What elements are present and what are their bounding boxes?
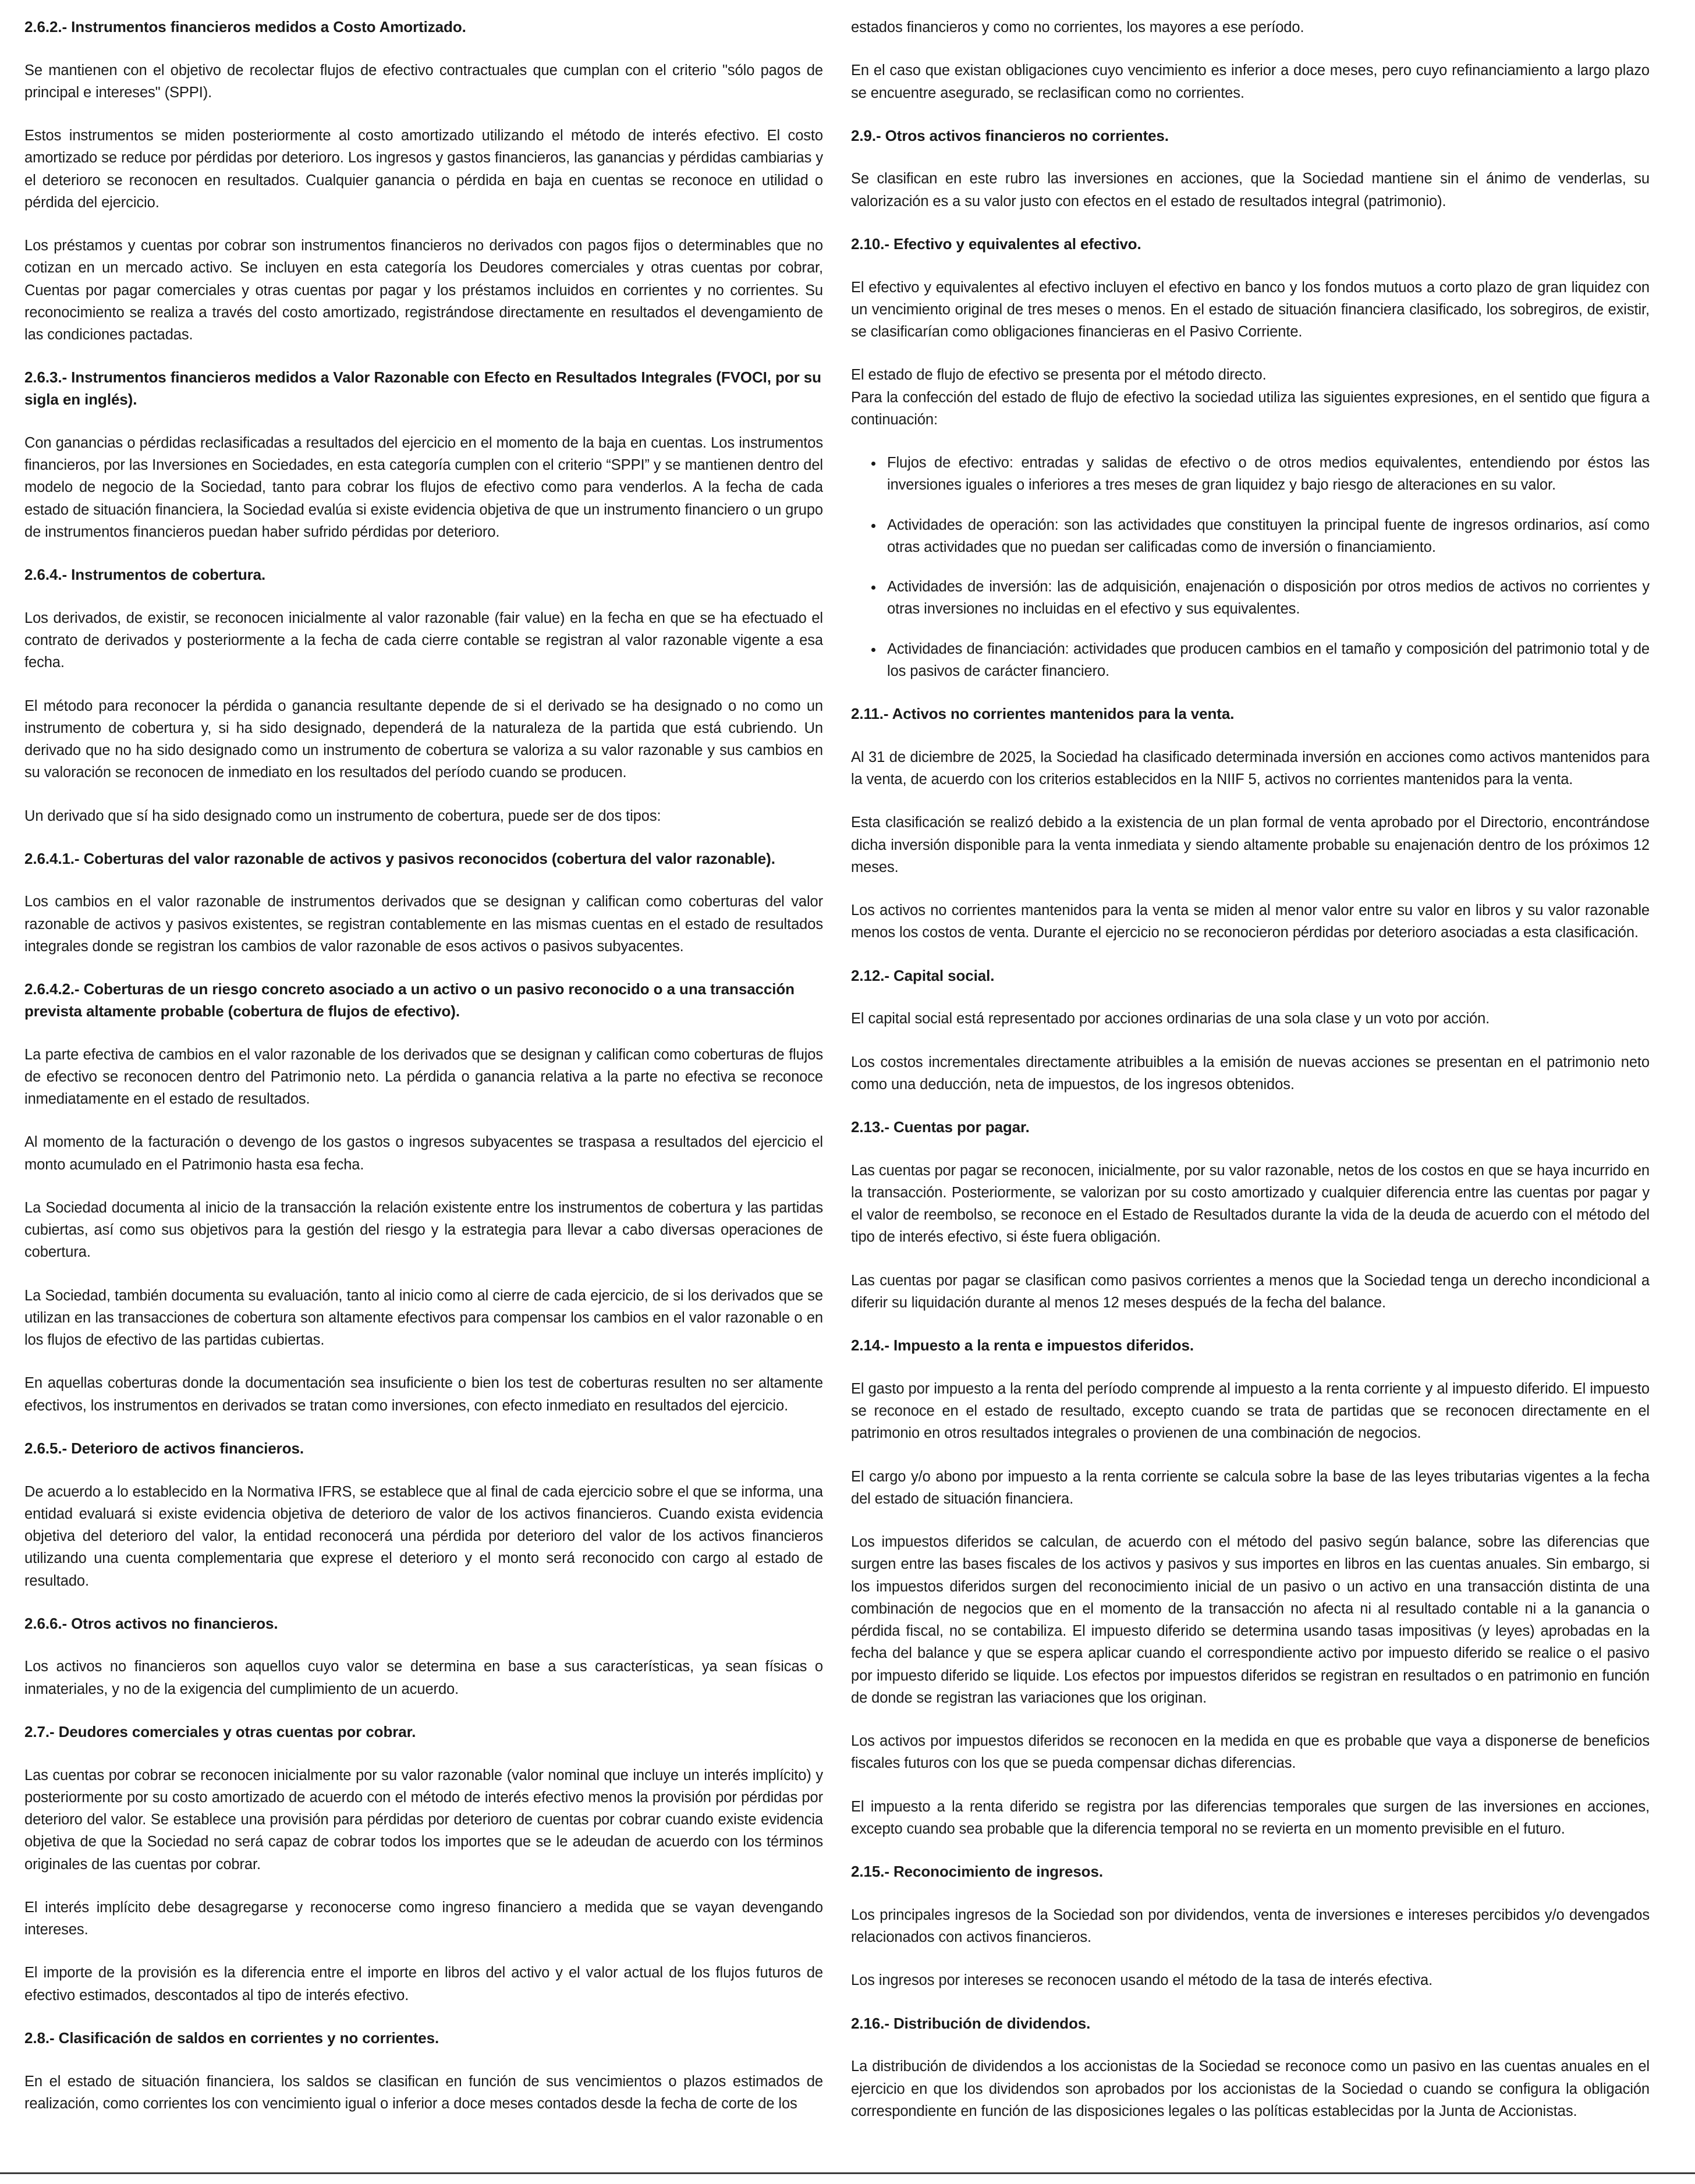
paragraph: Las cuentas por pagar se clasifican como pasivos corrientes a menos que la Sociedad tenga un derecho incondicional a diferir su liquidación durante al menos 12 meses después de la fecha del balance.: [851, 1272, 1650, 1311]
paragraph: estados financieros y como no corrientes, los mayores a ese período.: [851, 19, 1304, 36]
heading-2-9: 2.9.- Otros activos financieros no corrientes.: [851, 126, 1169, 144]
heading-2-13: 2.13.- Cuentas por pagar.: [851, 1118, 1030, 1136]
paragraph: En el caso que existan obligaciones cuyo vencimiento es inferior a doce meses, pero cuyo refinanciamiento a largo plazo se encuentre asegurado, se reclasifican como no corrientes.: [851, 62, 1650, 101]
paragraph: Los préstamos y cuentas por cobrar son instrumentos financieros no derivados con pagos fijos o determinables que no cotizan en un mercado activo. Se incluyen en esta categoría los Deudores comerciales y otras cuentas por cobrar, Cuentas por pagar comerciales y otras cuentas por pagar y los préstamos incluidos en corrientes y no corrientes. Su reconocimiento se realiza a través del costo amortizado, registrándose directamente en resultados el devengamiento de las condiciones pactadas.: [24, 237, 823, 343]
paragraph: El gasto por impuesto a la renta del período comprende al impuesto a la renta corriente y al impuesto diferido. El impuesto se reconoce en el estado de resultado, excepto cuando se trata de partidas que se reconocen directamente en el patrimonio en otros resultados integrales o provienen de una combinación de negocios.: [851, 1380, 1650, 1442]
heading-2-6-4-2: 2.6.4.2.- Coberturas de un riesgo concreto asociado a un activo o un pasivo reconocido o a una transacción prevista altamente probable (cobertura de flujos de efectivo).: [24, 980, 795, 1020]
paragraph: Los derivados, de existir, se reconocen inicialmente al valor razonable (fair value) en la fecha en que se ha efectuado el contrato de derivados y posteriormente a la fecha de cada cierre contable se registran al valor razonable vigente a esa fecha.: [24, 609, 823, 671]
paragraph: Las cuentas por cobrar se reconocen inicialmente por su valor razonable (valor nominal que incluye un interés implícito) y posteriormente por su costo amortizado de acuerdo con el método de interés efectivo menos la provisión por pérdidas por deterioro del valor. Se establece una provisión para pérdidas por deterioro de cuentas por cobrar cuando existe evidencia objetiva de que la Sociedad no será capaz de cobrar todos los importes que se le adeudan de acuerdo con los términos originales de las cuentas por cobrar.: [24, 1767, 823, 1873]
paragraph: La Sociedad documenta al inicio de la transacción la relación existente entre los instrumentos de cobertura y las partidas cubiertas, así como sus objetivos para la gestión del riesgo y la estrategia para llevar a cabo diversas operaciones de cobertura.: [24, 1199, 823, 1261]
heading-2-6-3: 2.6.3.- Instrumentos financieros medidos a Valor Razonable con Efecto en Resultados Integrales (FVOCI, por su sigla en inglés).: [24, 368, 821, 409]
paragraph: El importe de la provisión es la diferencia entre el importe en libros del activo y el valor actual de los flujos futuros de efectivo estimados, descontados al tipo de interés efectivo.: [24, 1965, 823, 2004]
paragraph: Los principales ingresos de la Sociedad son por dividendos, venta de inversiones e intereses percibidos y/o devengados relacionados con activos financieros.: [851, 1906, 1650, 1946]
heading-2-7: 2.7.- Deudores comerciales y otras cuentas por cobrar.: [24, 1722, 416, 1740]
heading-2-6-2: 2.6.2.- Instrumentos financieros medidos a Costo Amortizado.: [24, 18, 466, 36]
paragraph: El método para reconocer la pérdida o ganancia resultante depende de si el derivado se ha designado o no como un instrumento de cobertura y, si ha sido designado, dependerá de la naturaleza de la partida que está cubriendo. Un derivado que no ha sido designado como un instrumento de cobertura se valoriza a su valor razonable y sus cambios en su valoración se reconocen de inmediato en los resultados del período cuando se producen.: [24, 697, 823, 781]
heading-2-11: 2.11.- Activos no corrientes mantenidos para la venta.: [851, 705, 1235, 723]
paragraph: Los cambios en el valor razonable de instrumentos derivados que se designan y califican como coberturas del valor razonable de activos y pasivos existentes, se registran contablemente en las mismas cuentas en el estado de resultados integrales donde se registran los cambios de valor razonable de esos activos o pasivos subyacentes.: [24, 894, 823, 955]
paragraph: Las cuentas por pagar se reconocen, inicialmente, por su valor razonable, netos de los costos en que se haya incurrido en la transacción. Posteriormente, se valorizan por su costo amortizado y cualquier diferencia entre las cuentas por pagar y el valor de reembolso, se reconoce en el Estado de Resultados durante la vida de la deuda de acuerdo con el método del tipo de interés efectivo, si éste fuera obligación.: [851, 1162, 1650, 1246]
paragraph: El efectivo y equivalentes al efectivo incluyen el efectivo en banco y los fondos mutuos a corto plazo de gran liquidez con un vencimiento original de tres meses o menos. En el estado de situación financiera clasificado, los sobregiros, de existir, se clasificarían como obligaciones financieras en el Pasivo Corriente.: [851, 279, 1650, 341]
paragraph: La distribución de dividendos a los accionistas de la Sociedad se reconoce como un pasivo en las cuentas anuales en el ejercicio en que los dividendos son aprobados por los accionistas de la Sociedad o cuando se configura la obligación correspondiente en función de las disposiciones legales o las políticas establecidas por la Junta de Accionistas.: [851, 2058, 1650, 2119]
list-item: • Flujos de efectivo: entradas y salidas de efectivo o de otros medios equivalentes, entendiendo por éstos las inversiones iguales o inferiores a tres meses de gran liquidez y bajo riesgo de alteraciones en su valor.: [884, 452, 1650, 497]
left-column: [24, 16, 823, 2115]
heading-2-6-4-1: 2.6.4.1.- Coberturas del valor razonable de activos y pasivos reconocidos (cobertura del valor razonable).: [24, 849, 775, 867]
list-item: • Actividades de operación: son las actividades que constituyen la principal fuente de ingresos ordinarios, así como otras actividades que no puedan ser calificadas como de inversión o financiamiento.: [884, 514, 1650, 559]
paragraph: Se mantienen con el objetivo de recolectar flujos de efectivo contractuales que cumplan con el criterio "sólo pagos de principal e intereses" (SPPI).: [24, 62, 823, 101]
paragraph: La Sociedad, también documenta su evaluación, tanto al inicio como al cierre de cada ejercicio, de si los derivados que se utilizan en las transacciones de cobertura son altamente efectivos para compensar los cambios en el valor razonable o en los flujos de efectivo de las partidas cubiertas.: [24, 1287, 823, 1349]
paragraph: El capital social está representado por acciones ordinarias de una sola clase y un voto por acción.: [851, 1011, 1490, 1027]
heading-2-6-5: 2.6.5.- Deterioro de activos financieros.: [24, 1439, 304, 1457]
paragraph: Los ingresos por intereses se reconocen usando el método de la tasa de interés efectiva.: [851, 1972, 1433, 1989]
cash-flow-terms-list: [851, 452, 1650, 682]
bottom-rule: [0, 2172, 1695, 2174]
paragraph: Al momento de la facturación o devengo de los gastos o ingresos subyacentes se traspasa a resultados del ejercicio el monto acumulado en el Patrimonio hasta esa fecha.: [24, 1134, 823, 1173]
paragraph: Los activos no financieros son aquellos cuyo valor se determina en base a sus características, ya sean físicas o inmateriales, y no de la exigencia del cumplimiento de un acuerdo.: [24, 1658, 823, 1697]
paragraph: En aquellas coberturas donde la documentación sea insuficiente o bien los test de coberturas resulten no ser altamente efectivos, los instrumentos en derivados se tratan como inversiones, con efecto inmediato en resultados del ejercicio.: [24, 1375, 823, 1414]
paragraph: Los costos incrementales directamente atribuibles a la emisión de nuevas acciones se presentan en el patrimonio neto como una deducción, neta de impuestos, de los ingresos obtenidos.: [851, 1054, 1650, 1093]
paragraph: Con ganancias o pérdidas reclasificadas a resultados del ejercicio en el momento de la baja en cuentas. Los instrumentos financieros, por las Inversiones en Sociedades, en esta categoría cumplen con el criterio “SPPI” y se mantienen dentro del modelo de negocio de la Sociedad, tanto para cobrar los flujos de efectivo como para venderlos. A la fecha de cada estado de situación financiera, la Sociedad evalúa si existe evidencia objetiva de que un instrumento financiero o un grupo de instrumentos financieros puedan haber sufrido pérdidas por deterioro.: [24, 434, 823, 540]
right-column: [851, 16, 1650, 2122]
paragraph: El interés implícito debe desagregarse y reconocerse como ingreso financiero a medida que se vayan devengando intereses.: [24, 1899, 823, 1938]
list-item: • Actividades de financiación: actividades que producen cambios en el tamaño y composición del patrimonio total y de los pasivos de carácter financiero.: [884, 638, 1650, 683]
paragraph: Los activos por impuestos diferidos se reconocen en la medida en que es probable que vaya a disponerse de beneficios fiscales futuros con los que se pueda compensar dichas diferencias.: [851, 1733, 1650, 1772]
paragraph: En el estado de situación financiera, los saldos se clasifican en función de sus vencimientos o plazos estimados de realización, como corrientes los con vencimiento igual o inferior a doce meses contados desde la fecha de corte de los: [24, 2073, 823, 2112]
paragraph: Para la confección del estado de flujo de efectivo la sociedad utiliza las siguientes expresiones, en el sentido que figura a continuación:: [851, 389, 1650, 428]
heading-2-10: 2.10.- Efectivo y equivalentes al efectivo.: [851, 235, 1141, 253]
heading-2-6-6: 2.6.6.- Otros activos no financieros.: [24, 1614, 278, 1632]
paragraph: Se clasifican en este rubro las inversiones en acciones, que la Sociedad mantiene sin el ánimo de venderlas, su valorización es a su valor justo con efectos en el estado de resultados integral (patrimonio).: [851, 171, 1650, 210]
paragraph: Los activos no corrientes mantenidos para la venta se miden al menor valor entre su valor en libros y su valor razonable menos los costos de venta. Durante el ejercicio no se reconocieron pérdidas por deterioro asociadas a esta clasificación.: [851, 902, 1650, 941]
paragraph: El estado de flujo de efectivo se presenta por el método directo.: [851, 367, 1267, 384]
heading-2-6-4: 2.6.4.- Instrumentos de cobertura.: [24, 566, 266, 584]
paragraph: Al 31 de diciembre de 2025, la Sociedad ha clasificado determinada inversión en acciones como activos mantenidos para la venta, de acuerdo con los criterios establecidos en la NIIF 5, activos no corrientes mantenidos para la venta.: [851, 749, 1650, 788]
paragraph: De acuerdo a lo establecido en la Normativa IFRS, se establece que al final de cada ejercicio sobre el que se informa, una entidad evaluará si existe evidencia objetiva de deterioro de valor de los activos financieros. Cuando exista evidencia objetiva del deterioro del valor, la entidad reconocerá una pérdida por deterioro del valor de los activos financieros utilizando una cuenta complementaria que exprese el deterioro y el monto será reconocido con cargo al estado de resultado.: [24, 1483, 823, 1589]
paragraph: El impuesto a la renta diferido se registra por las diferencias temporales que surgen de las inversiones en acciones, excepto cuando sea probable que la diferencia temporal no se revierta en un momento previsible en el futuro.: [851, 1798, 1650, 1837]
paragraph: La parte efectiva de cambios en el valor razonable de los derivados que se designan y califican como coberturas de flujos de efectivo se reconocen dentro del Patrimonio neto. La pérdida o ganancia relativa a la parte no efectiva se reconoce inmediatamente en el estado de resultados.: [24, 1046, 823, 1108]
heading-2-16: 2.16.- Distribución de dividendos.: [851, 2014, 1091, 2032]
paragraph: Esta clasificación se realizó debido a la existencia de un plan formal de venta aprobado por el Directorio, encontrándose dicha inversión disponible para la venta inmediata y siendo altamente probable su enajenación dentro de los próximos 12 meses.: [851, 814, 1650, 875]
list-item: • Actividades de inversión: las de adquisición, enajenación o disposición por otros medios de activos no corrientes y otras inversiones no incluidas en el efectivo y sus equivalentes.: [884, 576, 1650, 621]
paragraph: Un derivado que sí ha sido designado como un instrumento de cobertura, puede ser de dos tipos:: [24, 807, 661, 824]
heading-2-15: 2.15.- Reconocimiento de ingresos.: [851, 1863, 1103, 1881]
heading-2-8: 2.8.- Clasificación de saldos en corrientes y no corrientes.: [24, 2029, 439, 2047]
heading-2-12: 2.12.- Capital social.: [851, 966, 995, 984]
heading-2-14: 2.14.- Impuesto a la renta e impuestos diferidos.: [851, 1336, 1194, 1355]
paragraph: Estos instrumentos se miden posteriormente al costo amortizado utilizando el método de interés efectivo. El costo amortizado se reduce por pérdidas por deterioro. Los ingresos y gastos financieros, las ganancias y pérdidas cambiarias y el deterioro se reconocen en resultados. Cualquier ganancia o pérdida en baja en cuentas se reconoce en utilidad o pérdida del ejercicio.: [24, 127, 823, 211]
paragraph: El cargo y/o abono por impuesto a la renta corriente se calcula sobre la base de las leyes tributarias vigentes a la fecha del estado de situación financiera.: [851, 1468, 1650, 1507]
paragraph: Los impuestos diferidos se calculan, de acuerdo con el método del pasivo según balance, sobre las diferencias que surgen entre las bases fiscales de los activos y pasivos y sus importes en libros en las cuentas anuales. Sin embargo, si los impuestos diferidos surgen del reconocimiento inicial de un pasivo o un activo en una transacción distinta de una combinación de negocios que en el momento de la transacción no afecta ni al resultado contable ni a la ganancia o pérdida fiscal, no se contabiliza. El impuesto diferido se determina usando tasas impositivas (y leyes) aprobadas en la fecha del balance y que se espera aplicar cuando el correspondiente activo por impuesto diferido se realice o el pasivo por impuesto diferido se liquide. Los efectos por impuestos diferidos se registran en resultados o en patrimonio en función de donde se registran las variaciones que los originan.: [851, 1534, 1650, 1706]
